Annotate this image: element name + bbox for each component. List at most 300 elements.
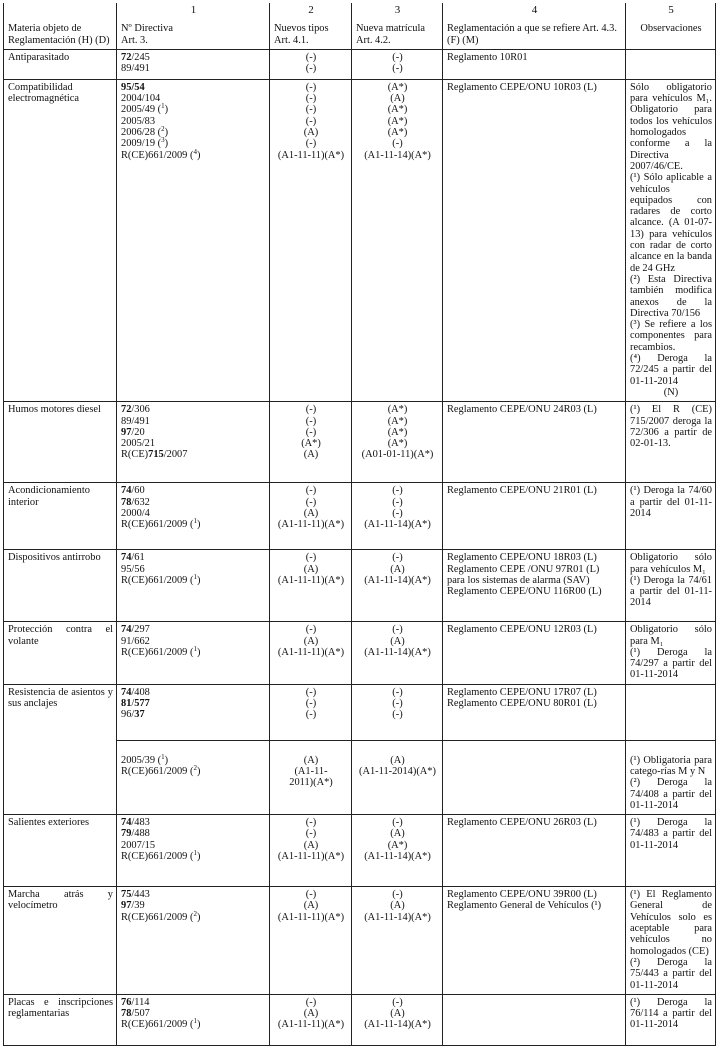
cell-nuevos-tipos xyxy=(270,483,352,550)
nueva-matricula-value: (A*) xyxy=(387,426,408,438)
nueva-matricula-value: (A) xyxy=(390,1008,405,1020)
regulation-table-page xyxy=(3,3,715,1046)
directiva-text: /483 xyxy=(131,817,150,829)
nueva-matricula-value: (A1-11-14)(A*) xyxy=(364,646,431,658)
directiva-item xyxy=(121,82,266,93)
directiva-text: / xyxy=(131,697,135,709)
cell-observaciones xyxy=(626,550,716,622)
directiva-item xyxy=(121,997,266,1008)
nueva-matricula-value: (-) xyxy=(392,552,403,564)
col-number-3: 3 xyxy=(352,3,443,19)
col-number-2: 2 xyxy=(270,3,352,19)
nueva-matricula-value: (A) xyxy=(390,900,405,912)
cell-materia xyxy=(4,79,117,401)
directiva-number: 74 xyxy=(121,485,132,497)
cell-directivas xyxy=(117,550,270,622)
directiva-item: R(CE)661/2009 ($^1$) xyxy=(121,849,201,863)
nuevos-tipos-value: (A) xyxy=(303,449,319,461)
reglamentacion-line: Reglamento CEPE/ONU 116R00 (L) xyxy=(447,586,602,598)
directiva-text: 2000/4 xyxy=(121,507,150,519)
materia-label: Compatibilidad electromagnética xyxy=(8,81,79,105)
observacion-text: (¹) Obligatoria para catego-rías M y N xyxy=(630,754,712,777)
nueva-matricula-value: (A1-11-14)(A*) xyxy=(364,851,431,863)
directiva-text: 96/ xyxy=(121,709,135,721)
directiva-text: 2004/104 xyxy=(121,93,161,105)
nuevos-tipos-value: (-) xyxy=(305,115,317,127)
cell-reglamentacion xyxy=(443,887,626,995)
nueva-matricula-value: (A1-11-14)(A*) xyxy=(364,1019,431,1031)
directiva-item xyxy=(121,416,266,427)
nueva-matricula-value: (A) xyxy=(390,563,405,575)
header-text: Materia objeto de xyxy=(8,23,82,35)
nueva-matricula-value: (-) xyxy=(392,51,403,63)
footnote-ref: 1 xyxy=(193,517,197,526)
directiva-number: 97 xyxy=(121,426,132,438)
directiva-item xyxy=(121,116,266,127)
cell-directivas xyxy=(117,49,270,79)
directiva-item xyxy=(121,449,266,460)
nueva-matricula-value: (A*) xyxy=(387,81,408,93)
cell-nuevos-tipos xyxy=(270,622,352,684)
cell-observaciones xyxy=(626,815,716,887)
directiva-text: R(CE)661/2009 xyxy=(121,851,190,863)
directiva-text: 2009/19 xyxy=(121,138,158,150)
directiva-text: R(CE)661/2009 xyxy=(121,574,190,586)
nuevos-tipos-value: (A) xyxy=(303,1008,319,1020)
materia-label: Acondicionamiento interior xyxy=(8,485,90,508)
directiva-number: 577 xyxy=(134,697,150,709)
directiva-text: 89/491 xyxy=(121,415,150,427)
directiva-text: /60 xyxy=(131,485,145,497)
materia-label: Salientes exteriores xyxy=(8,817,90,829)
directiva-number: 76 xyxy=(121,996,132,1008)
nueva-matricula-value: (-) xyxy=(392,485,403,497)
nueva-matricula-value: (-) xyxy=(392,686,403,698)
column-number-row xyxy=(4,3,716,19)
cell-directivas xyxy=(117,402,270,483)
header-nuevos-tipos xyxy=(270,19,352,49)
cell-materia xyxy=(4,684,117,740)
directiva-item xyxy=(121,828,266,839)
reglamentacion-line: Reglamento CEPE/ONU 26R03 (L) xyxy=(447,817,597,829)
cell-nueva-matricula xyxy=(352,483,443,550)
table-row xyxy=(4,622,716,684)
header-text: (F) (M) xyxy=(447,34,479,46)
nueva-matricula-value: (A) xyxy=(390,754,405,766)
reglamentacion-line: Reglamento General de Vehículos (¹) xyxy=(447,900,602,912)
directiva-item: 2006/28 ($^2$) xyxy=(121,125,169,139)
directiva-item: R(CE)661/2009 ($^1$) xyxy=(121,1017,201,1031)
nuevos-tipos-value: (-) xyxy=(305,104,317,116)
directiva-number: 95/54 xyxy=(121,81,145,93)
footnote-ref: 4 xyxy=(193,147,197,156)
table-row xyxy=(4,49,716,79)
nueva-matricula-value: (A) xyxy=(390,828,405,840)
cell-nueva-matricula xyxy=(352,887,443,995)
header-text: Nº Directiva xyxy=(121,23,173,35)
nuevos-tipos-value: (-) xyxy=(305,51,317,63)
directiva-item xyxy=(121,889,266,900)
directiva-text: /507 xyxy=(131,1008,150,1020)
observacion-text: Sólo obligatorio para vehículos M₁. Obligatorio para todos los vehículos homologados conforme a la Directiva 2007/46/CE. xyxy=(630,81,712,172)
cell-directivas xyxy=(117,622,270,684)
directiva-text: /2007 xyxy=(163,449,188,461)
nueva-matricula-value: (-) xyxy=(392,138,403,150)
table-row xyxy=(4,740,716,814)
cell-nuevos-tipos xyxy=(270,815,352,887)
nueva-matricula-value: (-) xyxy=(392,697,403,709)
materia-label: Antiparasitado xyxy=(8,51,70,63)
directiva-item xyxy=(121,63,266,74)
directiva-text: /488 xyxy=(131,828,150,840)
directiva-text: R(CE)661/2009 xyxy=(121,911,190,923)
nuevos-tipos-value: (-) xyxy=(305,496,317,508)
directiva-number: 74 xyxy=(121,624,132,636)
nueva-matricula-value: (-) xyxy=(392,996,403,1008)
directiva-number: 97 xyxy=(121,900,132,912)
reglamentacion-line: para los sistemas de alarma (SAV) xyxy=(447,574,590,586)
directiva-text: R(CE) xyxy=(121,449,149,461)
header-nueva-matricula xyxy=(352,19,443,49)
observacion-text: (N) xyxy=(663,386,679,398)
cell-reglamentacion xyxy=(443,622,626,684)
nuevos-tipos-value: (A) xyxy=(303,127,319,139)
directiva-text: 2007/15 xyxy=(121,839,156,851)
observacion-text: (¹) Deroga la 76/114 a partir del 01-11-2014 xyxy=(630,996,712,1031)
cell-directivas xyxy=(117,740,270,814)
cell-materia xyxy=(4,402,117,483)
footnote-ref: 2 xyxy=(193,763,197,772)
cell-reglamentacion xyxy=(443,483,626,550)
nuevos-tipos-value: (-) xyxy=(305,996,317,1008)
directiva-text: R(CE)661/2009 xyxy=(121,149,190,161)
directiva-item xyxy=(121,438,266,449)
directiva-text: R(CE)661/2009 xyxy=(121,519,190,531)
observacion-text: (²) Deroga la 75/443 a partir del 01-11-2014 xyxy=(630,956,712,991)
cell-reglamentacion xyxy=(443,79,626,401)
header-text: Art. 3. xyxy=(121,34,148,46)
nueva-matricula-value: (A*) xyxy=(387,415,408,427)
nueva-matricula-value: (-) xyxy=(392,889,403,901)
nuevos-tipos-value: (A) xyxy=(303,900,319,912)
directiva-text: 2005/39 xyxy=(121,754,158,766)
observacion-text: (¹) Deroga la 74/60 a partir del 01-11-2014 xyxy=(630,485,712,519)
directiva-item xyxy=(121,698,266,709)
directiva-item xyxy=(121,52,266,63)
nueva-matricula-value: (A) xyxy=(390,93,405,105)
footnote-ref: 1 xyxy=(193,572,197,581)
observacion-text: Obligatorio sólo para M₁ xyxy=(630,624,712,647)
nuevos-tipos-value: (A1-11-11)(A*) xyxy=(277,519,345,531)
cell-nueva-matricula xyxy=(352,622,443,684)
nueva-matricula-value: (-) xyxy=(392,63,403,75)
cell-directivas xyxy=(117,887,270,995)
cell-observaciones xyxy=(626,622,716,684)
header-text: Art. 4.2. xyxy=(356,34,391,46)
cell-reglamentacion xyxy=(443,684,626,740)
directiva-text: 2005/83 xyxy=(121,115,156,127)
nuevos-tipos-value: (-) xyxy=(305,686,317,698)
nuevos-tipos-value: (-) xyxy=(305,889,317,901)
directiva-number: 78 xyxy=(121,1008,132,1020)
cell-materia xyxy=(4,887,117,995)
table-row xyxy=(4,483,716,550)
materia-label: Marcha atrás y velocímetro xyxy=(8,889,113,912)
cell-directivas xyxy=(117,994,270,1045)
nueva-matricula-value: (A*) xyxy=(387,127,408,139)
directiva-text: /408 xyxy=(131,686,150,698)
observacion-text: (¹) Deroga la 74/297 a partir del 01-11-2014 xyxy=(630,646,712,681)
cell-observaciones xyxy=(626,483,716,550)
directiva-number: 74 xyxy=(121,817,132,829)
directiva-text: /297 xyxy=(131,624,150,636)
nuevos-tipos-value: (-) xyxy=(305,426,317,438)
nueva-matricula-value: (A1-11-14)(A*) xyxy=(364,911,431,923)
nueva-matricula-value: (A*) xyxy=(387,115,408,127)
directiva-item: 2005/49 ($^1$) xyxy=(121,102,169,116)
directiva-item: R(CE)661/2009 ($^4$) xyxy=(121,147,201,161)
footnote-ref: 1 xyxy=(193,644,197,653)
directiva-item: R(CE)661/2009 ($^1$) xyxy=(121,572,201,586)
nueva-matricula-value: (-) xyxy=(392,507,403,519)
reglamentacion-line: Reglamento CEPE /ONU 97R01 (L) xyxy=(447,563,600,575)
header-text: Reglamentación a que se refiere Art. 4.3. xyxy=(447,23,617,35)
cell-nueva-matricula xyxy=(352,402,443,483)
cell-nueva-matricula xyxy=(352,49,443,79)
directiva-text: 2005/49 xyxy=(121,104,158,116)
observacion-text: (¹) Deroga la 74/61 a partir del 01-11-2014 xyxy=(630,574,712,609)
nuevos-tipos-value: (-) xyxy=(305,624,317,636)
nuevos-tipos-value: (-) xyxy=(305,709,317,721)
materia-label: Placas e inscripciones reglamentarias xyxy=(8,996,113,1020)
nuevos-tipos-value: (A1-11-11)(A*) xyxy=(277,1019,345,1031)
directiva-number: 37 xyxy=(134,709,145,721)
cell-directivas xyxy=(117,79,270,401)
cell-nuevos-tipos xyxy=(270,79,352,401)
nuevos-tipos-value: (A) xyxy=(303,563,319,575)
nueva-matricula-value: (A1-11-2014)(A*) xyxy=(359,765,436,777)
cell-nuevos-tipos xyxy=(270,994,352,1045)
cell-observaciones xyxy=(626,49,716,79)
cell-reglamentacion xyxy=(443,815,626,887)
directiva-item xyxy=(121,404,266,415)
header-text: Art. 4.1. xyxy=(274,34,309,46)
reglamentacion-line: Reglamento CEPE/ONU 24R03 (L) xyxy=(447,404,597,416)
directiva-number: 74 xyxy=(121,552,132,564)
cell-nuevos-tipos xyxy=(270,684,352,740)
nuevos-tipos-value: (-) xyxy=(305,552,317,564)
nueva-matricula-value: (A01-01-11)(A*) xyxy=(361,449,434,461)
table-row xyxy=(4,79,716,401)
directiva-text: 2006/28 xyxy=(121,127,158,139)
nuevos-tipos-value: (A1-11-11)(A*) xyxy=(277,574,345,586)
column-header-row xyxy=(4,19,716,49)
nueva-matricula-value: (-) xyxy=(392,496,403,508)
reglamentacion-line: Reglamento 10R01 xyxy=(447,51,528,63)
cell-reglamentacion xyxy=(443,49,626,79)
cell-nuevos-tipos xyxy=(270,887,352,995)
cell-nueva-matricula xyxy=(352,684,443,740)
directiva-text: 95/56 xyxy=(121,563,145,575)
observacion-text: (³) Se refiere a los componentes para recambios. xyxy=(630,319,712,353)
directiva-item xyxy=(121,497,266,508)
observacion-text: (²) Esta Directiva también modifica anexos de la Directiva 70/156 xyxy=(630,273,712,319)
observacion-text: (¹) Deroga la 74/483 a partir del 01-11-2014 xyxy=(630,817,712,851)
directiva-text: /39 xyxy=(131,900,145,912)
directiva-number: 75 xyxy=(121,889,132,901)
table-row xyxy=(4,550,716,622)
nueva-matricula-value: (A*) xyxy=(387,839,408,851)
col-number-5: 5 xyxy=(626,3,716,19)
header-directiva xyxy=(117,19,270,49)
cell-directivas xyxy=(117,483,270,550)
observacion-text: (²) Deroga la 74/408 a partir del 01-11-2014 xyxy=(630,777,712,811)
cell-materia xyxy=(4,994,117,1045)
header-materia xyxy=(4,19,117,49)
header-text: Nueva matrícula xyxy=(356,23,425,35)
directiva-item: R(CE)661/2009 ($^2$) xyxy=(121,909,201,923)
directiva-item xyxy=(121,93,266,104)
header-text: Nuevos tipos xyxy=(274,23,329,35)
nuevos-tipos-value: (A) xyxy=(303,507,319,519)
cell-observaciones xyxy=(626,740,716,814)
observacion-text: (¹) Sólo aplicable a vehículos equipados con radares de corto alcance. (A 01-07-13) para vehículos con radar de corto alcance en la banda de 24 GHz xyxy=(630,172,712,274)
directiva-number: 81 xyxy=(121,697,132,709)
directiva-item: R(CE)661/2009 ($^1$) xyxy=(121,517,201,531)
directiva-item: 2009/19 ($^3$) xyxy=(121,136,169,150)
footnote-ref: 2 xyxy=(161,125,165,134)
nuevos-tipos-value: (-) xyxy=(305,697,317,709)
cell-materia xyxy=(4,49,117,79)
directiva-text: /114 xyxy=(131,996,150,1008)
directiva-number: 715 xyxy=(148,449,164,461)
header-observaciones xyxy=(626,19,716,49)
footnote-ref: 1 xyxy=(161,752,165,761)
directiva-item xyxy=(121,427,266,438)
nueva-matricula-value: (-) xyxy=(392,817,403,829)
nuevos-tipos-value: (A) xyxy=(303,754,319,766)
cell-reglamentacion xyxy=(443,740,626,814)
observacion-text: (⁴) Deroga la 72/245 a partir del 01-11-2014 xyxy=(630,353,712,387)
nuevos-tipos-value: 2011)(A*) xyxy=(289,777,333,789)
directiva-text: 2005/21 xyxy=(121,438,156,450)
nuevos-tipos-value: (-) xyxy=(305,93,317,105)
directiva-item: 2005/39 ($^1$) xyxy=(121,752,169,766)
cell-directivas xyxy=(117,815,270,887)
directiva-text: R(CE)661/2009 xyxy=(121,1019,190,1031)
nueva-matricula-value: (A1-11-14)(A*) xyxy=(364,519,431,531)
nuevos-tipos-value: (-) xyxy=(305,485,317,497)
cell-nueva-matricula xyxy=(352,550,443,622)
cell-nuevos-tipos xyxy=(270,550,352,622)
nueva-matricula-value: (A) xyxy=(390,635,405,647)
table-body xyxy=(4,3,716,1045)
footnote-ref: 3 xyxy=(161,136,165,145)
materia-label: Humos motores diesel xyxy=(8,404,101,416)
cell-nuevos-tipos xyxy=(270,740,352,814)
directiva-text: /306 xyxy=(131,404,150,416)
header-text: Observaciones xyxy=(640,23,702,35)
header-text: Reglamentación (H) (D) xyxy=(8,34,110,46)
directiva-text: /632 xyxy=(131,496,150,508)
nuevos-tipos-value: (-) xyxy=(305,63,317,75)
header-reglamentacion xyxy=(443,19,626,49)
nuevos-tipos-value: (A1-11-11)(A*) xyxy=(277,646,345,658)
directiva-item xyxy=(121,687,266,698)
directiva-text: R(CE)661/2009 xyxy=(121,765,190,777)
nuevos-tipos-value: (A1-11-11)(A*) xyxy=(277,851,345,863)
nuevos-tipos-value: (-) xyxy=(305,415,317,427)
cell-nuevos-tipos xyxy=(270,49,352,79)
directiva-text: /20 xyxy=(131,426,145,438)
reglamentacion-line: Reglamento CEPE/ONU 39R00 (L) xyxy=(447,889,597,901)
directiva-number: 74 xyxy=(121,686,132,698)
cell-reglamentacion xyxy=(443,550,626,622)
cell-materia xyxy=(4,550,117,622)
nuevos-tipos-value: (-) xyxy=(305,81,317,93)
nuevos-tipos-value: (-) xyxy=(305,138,317,150)
cell-materia xyxy=(4,815,117,887)
directiva-item xyxy=(121,624,266,635)
nuevos-tipos-value: (-) xyxy=(305,817,317,829)
nueva-matricula-value: (-) xyxy=(392,624,403,636)
reglamentacion-line: Reglamento CEPE/ONU 10R03 (L) xyxy=(447,81,597,93)
nueva-matricula-value: (A*) xyxy=(387,404,408,416)
directiva-text: 91/662 xyxy=(121,635,150,647)
directiva-text: 89/491 xyxy=(121,63,150,75)
cell-materia xyxy=(4,622,117,684)
cell-nueva-matricula xyxy=(352,815,443,887)
nuevos-tipos-value: (A1-11-11)(A*) xyxy=(277,149,345,161)
directiva-text: R(CE)661/2009 xyxy=(121,646,190,658)
nuevos-tipos-value: (-) xyxy=(305,828,317,840)
directiva-item: R(CE)661/2009 ($^2$) xyxy=(121,763,201,777)
table-row xyxy=(4,402,716,483)
directiva-item xyxy=(121,709,266,720)
directiva-item xyxy=(121,485,266,496)
materia-label: Protección contra el volante xyxy=(8,624,113,647)
table-row xyxy=(4,815,716,887)
reglamentacion-line: Reglamento CEPE/ONU 12R03 (L) xyxy=(447,624,597,636)
cell-materia xyxy=(4,740,117,814)
reglamentacion-line: Reglamento CEPE/ONU 21R01 (L) xyxy=(447,485,597,497)
cell-directivas xyxy=(117,684,270,740)
table-row xyxy=(4,887,716,995)
regulation-table xyxy=(3,3,716,1046)
directiva-number: 72 xyxy=(121,404,132,416)
col-number-0 xyxy=(4,3,117,19)
cell-observaciones xyxy=(626,887,716,995)
cell-observaciones xyxy=(626,79,716,401)
footnote-ref: 2 xyxy=(193,909,197,918)
directiva-number: 72 xyxy=(121,51,132,63)
observacion-text: (¹) El Reglamento General de Vehículos solo es aceptable para vehículos no homologados (CE) xyxy=(630,889,712,957)
nueva-matricula-value: (A1-11-14)(A*) xyxy=(364,149,431,161)
nuevos-tipos-value: (A*) xyxy=(301,438,321,450)
nueva-matricula-value: (A1-11-14)(A*) xyxy=(364,574,431,586)
directiva-text: /245 xyxy=(131,51,150,63)
nuevos-tipos-value: (-) xyxy=(305,404,317,416)
cell-nueva-matricula xyxy=(352,740,443,814)
observacion-text: Obligatorio sólo para vehículos M₁ xyxy=(630,552,712,575)
nuevos-tipos-value: (A) xyxy=(303,635,319,647)
nueva-matricula-value: (A*) xyxy=(387,104,408,116)
reglamentacion-line: Reglamento CEPE/ONU 18R03 (L) xyxy=(447,552,597,564)
nuevos-tipos-value: (A1-11- xyxy=(294,765,328,777)
directiva-item xyxy=(121,552,266,563)
cell-observaciones xyxy=(626,994,716,1045)
directiva-item: R(CE)661/2009 ($^1$) xyxy=(121,644,201,658)
